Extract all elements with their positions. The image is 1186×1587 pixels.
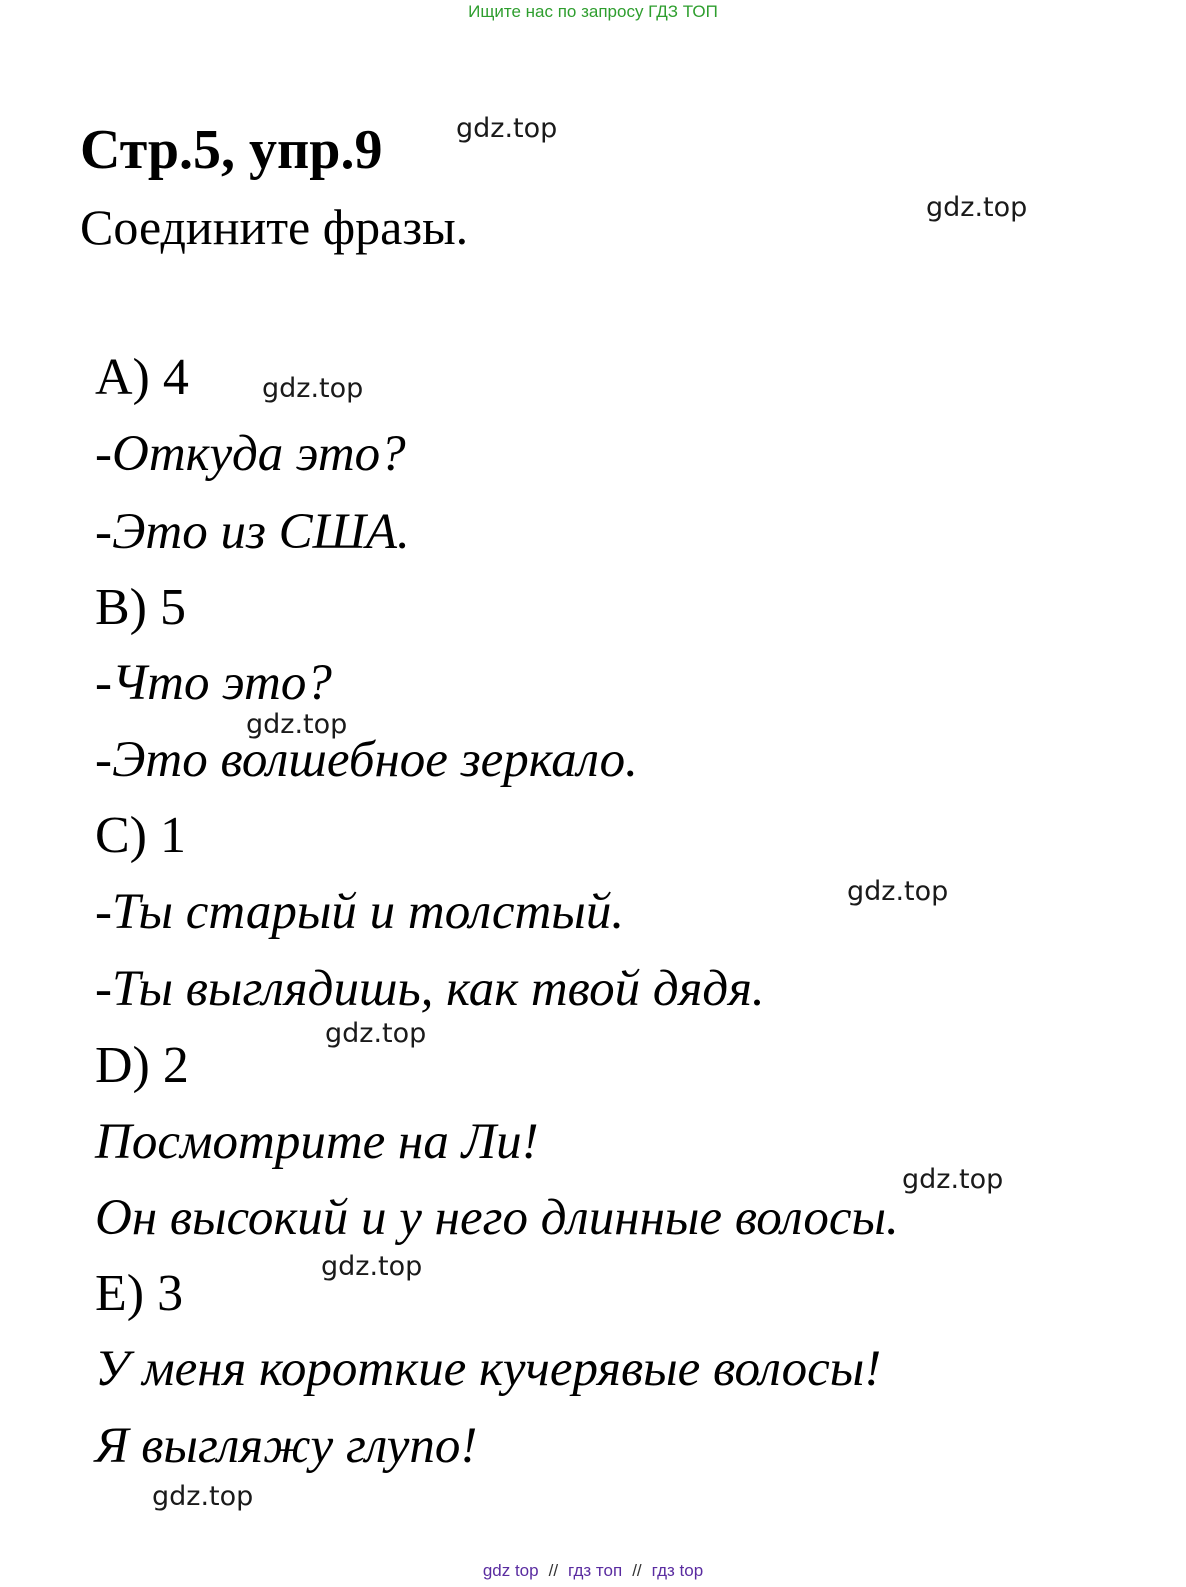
footer-link-gdz-top-mixed[interactable]: гдз top [651,1561,704,1580]
page-title: Стр.5, упр.9 [80,119,383,181]
answer-line: -Ты старый и толстый. [95,884,625,940]
answer-line: Посмотрите на Ли! [95,1114,539,1170]
answer-label: A) 4 [95,349,189,406]
watermark: gdz.top [321,1251,423,1282]
answer-line: -Ты выглядишь, как твой дядя. [95,961,765,1017]
answer-label: C) 1 [95,807,186,864]
watermark: gdz.top [152,1481,254,1512]
answer-line: -Это волшебное зеркало. [95,732,638,788]
answer-line: У меня короткие кучерявые волосы! [95,1341,882,1397]
answer-line: -Что это? [95,655,332,711]
footer-separator: // [632,1561,642,1580]
answer-label: D) 2 [95,1037,189,1094]
watermark: gdz.top [262,373,364,404]
answer-line: Он высокий и у него длинные волосы. [95,1190,899,1246]
watermark: gdz.top [847,876,949,907]
footer-link-gdz-top-ru[interactable]: гдз топ [568,1561,623,1580]
answer-line: Я выгляжу глупо! [95,1418,478,1474]
answer-label: E) 3 [95,1265,184,1322]
instruction-text: Соедините фразы. [80,199,469,255]
watermark: gdz.top [325,1018,427,1049]
footer-link-gdz-top[interactable]: gdz top [482,1561,539,1580]
search-hint-banner: Ищите нас по запросу ГДЗ ТОП [468,2,718,21]
watermark: gdz.top [456,113,558,144]
answer-label: B) 5 [95,579,186,636]
footer-separator: // [548,1561,559,1580]
watermark: gdz.top [926,192,1028,223]
footer-links [0,1561,1186,1581]
answer-line: -Откуда это? [95,426,406,482]
answer-line: -Это из США. [95,504,410,560]
watermark: gdz.top [902,1164,1004,1195]
watermark: gdz.top [246,709,348,740]
